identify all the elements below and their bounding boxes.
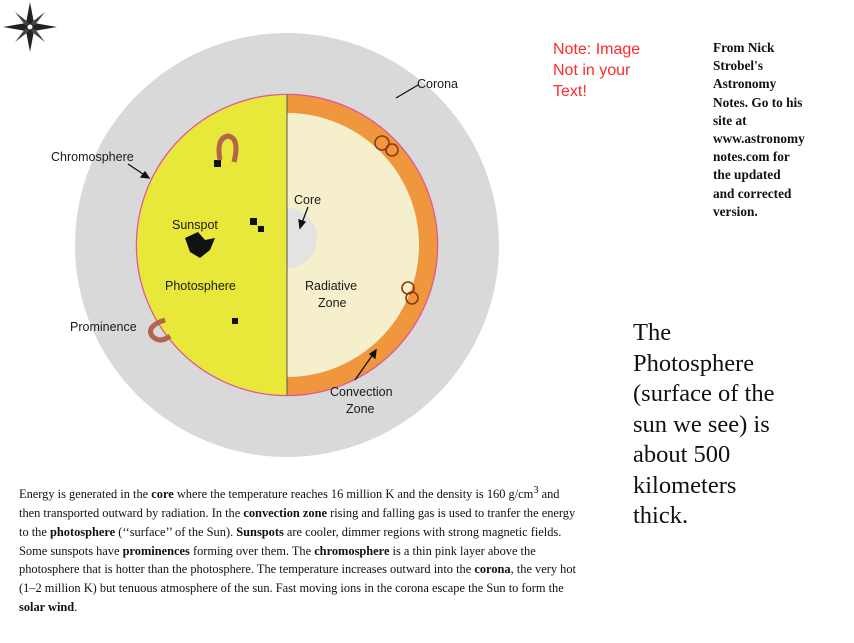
label-radiative-zone-line1: Radiative	[305, 279, 358, 293]
label-chromosphere: Chromosphere	[51, 150, 134, 164]
label-convection-zone-line1: Convection	[330, 385, 393, 399]
label-corona: Corona	[417, 77, 458, 91]
photosphere-statement: The Photosphere (surface of the sun we see) is about 500 kilometers thick.	[633, 319, 775, 529]
label-sunspot: Sunspot	[172, 218, 218, 232]
note-image-not-in-text	[553, 39, 673, 102]
note-line: Text!	[553, 83, 587, 100]
label-convection-zone-line2: Zone	[346, 402, 375, 416]
label-photosphere: Photosphere	[165, 279, 236, 293]
note-line: Note: Image	[553, 41, 641, 58]
sun-cross-section-diagram	[0, 0, 560, 480]
label-radiative-zone-line2: Zone	[318, 296, 347, 310]
diagram-caption: Energy is generated in the core where the temperature reaches 16 million K and the density is 160 $g/cm^3$ and then transported outward by radiation. In the convection zone rising and falling gas is used to tranfer the energy to the photosphere (‘‘surface’’ of the Sun). Sunspots are cooler, dimmer regions with strong magnetic fields. Some sunspots have prominences forming over them. The chromosphere is a thin pink layer above the photosphere that is hotter than the photosphere. The temperature increases outward into the corona, the very hot (1–2 million K) but tenuous atmosphere of the sun. Fast moving ions in the corona escape the Sun to form the solar wind.	[19, 485, 576, 614]
note-line: Not in your	[553, 62, 631, 79]
source-credit: From Nick Strobel's Astronomy Notes. Go to his site at www.astronomynotes.com for the updated and corrected version.	[713, 40, 805, 219]
label-core: Core	[294, 193, 322, 207]
label-prominence: Prominence	[70, 320, 137, 334]
